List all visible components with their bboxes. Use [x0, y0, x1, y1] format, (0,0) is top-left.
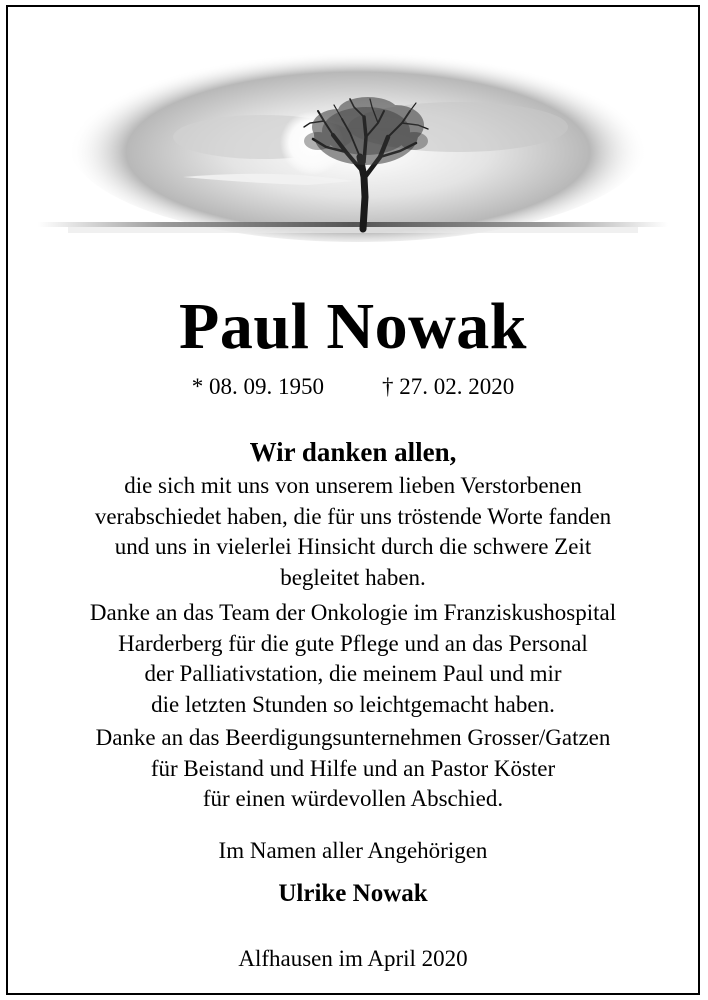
- text-line: verabschiedet haben, die für uns tröstende Worte fanden: [94, 503, 612, 529]
- place-and-date: Alfhausen im April 2020: [238, 946, 468, 971]
- text-line: Danke an das Team der Onkologie im Franziskushospital: [89, 600, 617, 625]
- birth-date: * 08. 09. 1950: [191, 374, 324, 399]
- text-line: und uns in vielerlei Hinsicht durch die schwere Zeit: [114, 534, 592, 559]
- text-line: der Palliativstation, die meinem Paul und mir: [144, 661, 562, 686]
- text-line: Harderberg für die gute Pflege und an das Personal: [118, 630, 588, 656]
- life-dates: [8, 371, 698, 403]
- text-line: für einen würdevollen Abschied.: [202, 786, 504, 811]
- text-line: begleitet haben.: [280, 564, 426, 590]
- text-line: die letzten Stunden so leichtgemacht haben.: [151, 691, 555, 717]
- thanks-paragraph-3: [8, 723, 698, 815]
- closing-line: Im Namen aller Angehörigen: [218, 838, 488, 863]
- tree-landscape-illustration: [8, 7, 698, 247]
- thanks-heading: Wir danken allen,: [249, 437, 457, 467]
- thanks-paragraph-1: [8, 471, 698, 593]
- deceased-name: Paul Nowak: [179, 290, 527, 363]
- text-line: die sich mit uns von unserem lieben Verstorbenen: [124, 473, 582, 498]
- death-date: † 27. 02. 2020: [382, 374, 515, 399]
- thanks-paragraph-2: [8, 598, 698, 720]
- obituary-card: [6, 5, 700, 995]
- text-line: für Beistand und Hilfe und an Pastor Köster: [150, 755, 556, 781]
- text-line: Danke an das Beerdigungsunternehmen Grosser/Gatzen: [95, 725, 611, 750]
- signer-name: Ulrike Nowak: [278, 880, 428, 907]
